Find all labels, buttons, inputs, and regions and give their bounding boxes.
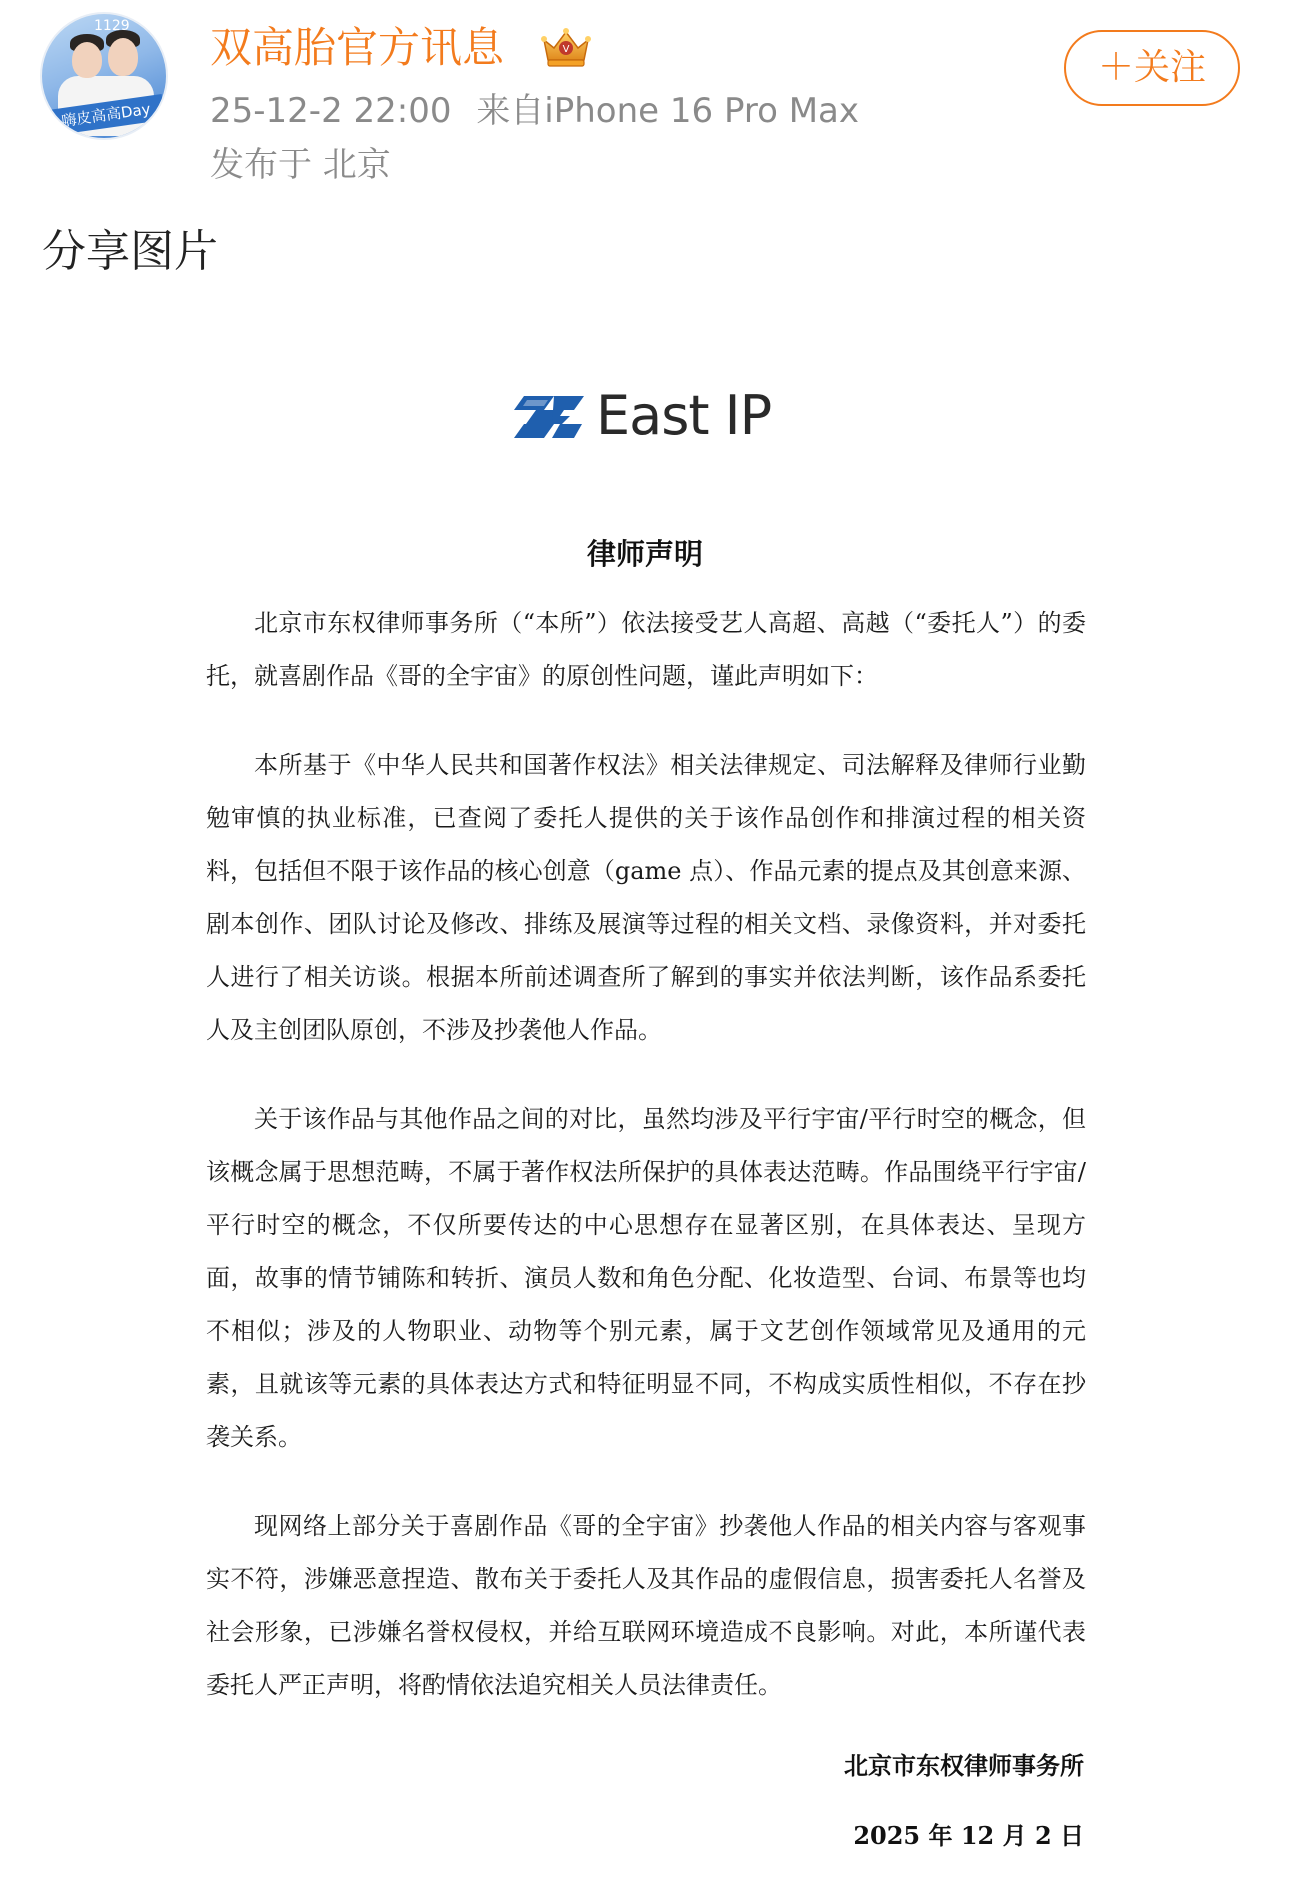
document-body xyxy=(206,597,1086,1748)
avatar[interactable] xyxy=(40,12,168,140)
document-signature: 北京市东权律师事务所 xyxy=(844,1751,1084,1780)
document-paragraph: 关于该作品与其他作品之间的对比，虽然均涉及平行宇宙/平行时空的概念，但该概念属于思想范畴，不属于著作权法所保护的具体表达范畴。作品围绕平行宇宙/平行时空的概念，不仅所要传达的中心思想存在显著区别，在具体表达、呈现方面，故事的情节铺陈和转折、演员人数和角色分配、化妆造型、台词、布景等也均不相似；涉及的人物职业、动物等个别元素，属于文艺创作领域常见及通用的元素，且就该等元素的具体表达方式和特征明显不同，不构成实质性相似，不存在抄袭关系。 xyxy=(206,1105,1086,1451)
post-timestamp: 25-12-2 22:00 xyxy=(210,91,452,131)
east-ip-logo xyxy=(514,384,804,448)
logo-text: East IP xyxy=(596,384,772,447)
post-device: 来自iPhone 16 Pro Max xyxy=(476,91,859,131)
post-location: 发布于 北京 xyxy=(210,145,391,185)
document-paragraph: 本所基于《中华人民共和国著作权法》相关法律规定、司法解释及律师行业勤勉审慎的执业标准，已查阅了委托人提供的关于该作品创作和排演过程的相关资料，包括但不限于该作品的核心创意（game 点）、作品元素的提点及其创意来源、剧本创作、团队讨论及修改、排练及展演等过程的相关文档、录像资料，并对委托人进行了相关访谈。根据本所前述调查所了解到的事实并依法判断，该作品系委托人及主创团队原创，不涉及抄袭他人作品。 xyxy=(206,751,1086,1044)
east-ip-logo-icon xyxy=(514,394,584,440)
avatar-tag-text: 嗨皮高高Day xyxy=(47,94,165,136)
post-text: 分享图片 xyxy=(42,226,218,277)
document-paragraph: 现网络上部分关于喜剧作品《哥的全宇宙》抄袭他人作品的相关内容与客观事实不符，涉嫌恶意捏造、散布关于委托人及其作品的虚假信息，损害委托人名誉及社会形象，已涉嫌名誉权侵权，并给互联网环境造成不良影响。对此，本所谨代表委托人严正声明，将酌情依法追究相关人员法律责任。 xyxy=(206,1512,1086,1699)
avatar-face-left xyxy=(72,42,102,78)
username[interactable]: 双高胎官方讯息 xyxy=(210,23,505,72)
crown-badge-icon[interactable] xyxy=(538,26,594,70)
avatar-badge-text: 1129 xyxy=(94,18,130,34)
document-title: 律师声明 xyxy=(586,537,703,571)
svg-text:V: V xyxy=(562,44,570,55)
post-meta xyxy=(210,88,859,134)
shared-image[interactable] xyxy=(0,320,1290,1896)
document-paragraph: 北京市东权律师事务所（“本所”）依法接受艺人高超、高越（“委托人”）的委托，就喜剧作品《哥的全宇宙》的原创性问题，谨此声明如下： xyxy=(206,609,1086,690)
document-date: 2025 年 12 月 2 日 xyxy=(853,1821,1084,1850)
avatar-face-right xyxy=(108,38,138,76)
follow-button[interactable]: ＋关注 xyxy=(1064,30,1240,106)
